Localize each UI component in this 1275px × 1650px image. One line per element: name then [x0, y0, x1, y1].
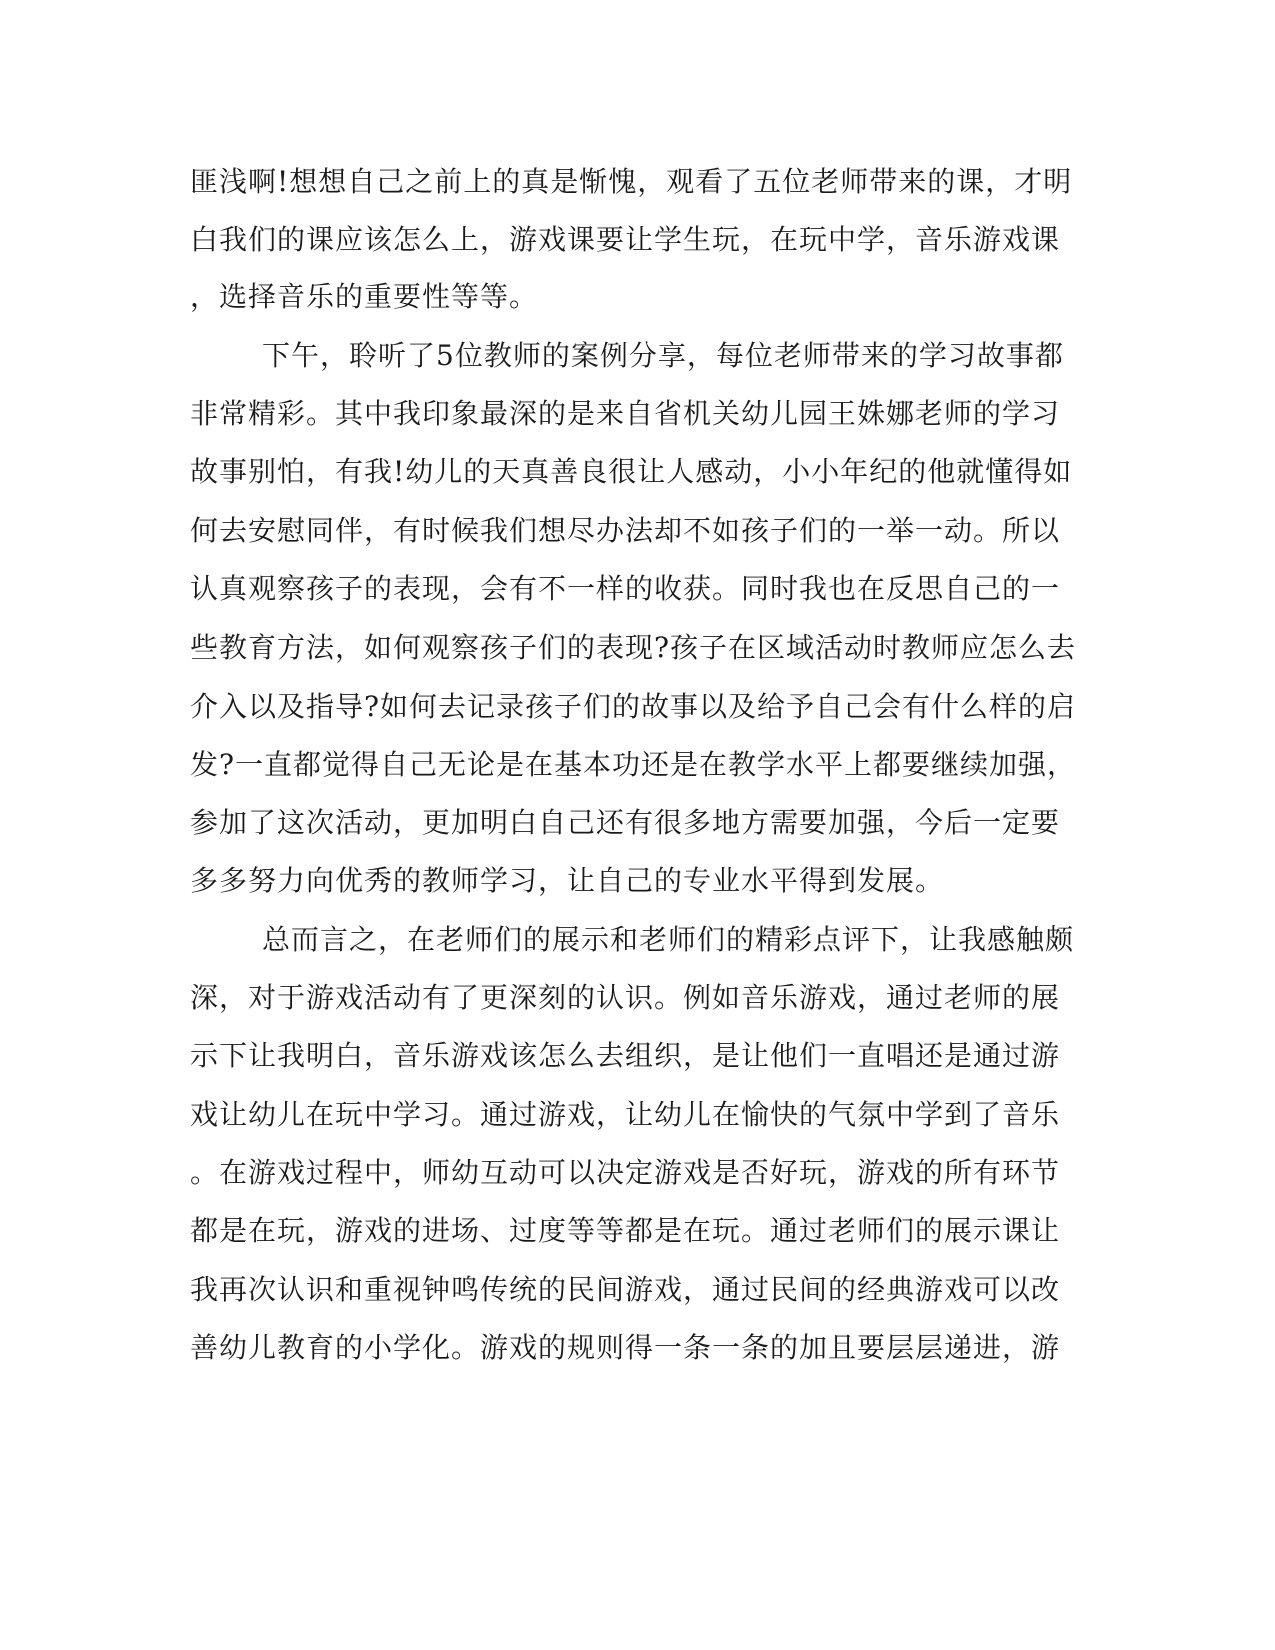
paragraph-line: 下午，聆听了5位教师的案例分享，每位老师带来的学习故事都	[262, 339, 1064, 372]
paragraph-line: 白我们的课应该怎么上，游戏课要让学生玩，在玩中学，音乐游戏课	[190, 223, 1061, 256]
paragraph-line: 总而言之，在老师们的展示和老师们的精彩点评下，让我感触颇	[262, 923, 1075, 956]
paragraph-line: 多多努力向优秀的教师学习，让自己的专业水平得到发展。	[190, 864, 945, 897]
paragraph-line: 发?一直都觉得自己无论是在基本功还是在教学水平上都要继续加强，	[190, 748, 1077, 781]
paragraph-line: 戏让幼儿在玩中学习。通过游戏，让幼儿在愉快的气氛中学到了音乐	[190, 1098, 1061, 1131]
paragraph-line: 示下让我明白，音乐游戏该怎么去组织，是让他们一直唱还是通过游	[190, 1039, 1061, 1072]
paragraph-line: ，选择音乐的重要性等等。	[190, 280, 539, 313]
paragraph-line: 非常精彩。其中我印象最深的是来自省机关幼儿园王姝娜老师的学习	[190, 397, 1061, 430]
paragraph-line: 善幼儿教育的小学化。游戏的规则得一条一条的加且要层层递进，游	[190, 1331, 1061, 1364]
paragraph-line: 故事别怕，有我!幼儿的天真善良很让人感动，小小年纪的他就懂得如	[190, 455, 1073, 488]
paragraph-line: 介入以及指导?如何去记录孩子们的故事以及给予自己会有什么样的启	[190, 690, 1077, 723]
paragraph-line: 我再次认识和重视钟鸣传统的民间游戏，通过民间的经典游戏可以改	[190, 1273, 1061, 1306]
paragraph-line: 认真观察孩子的表现，会有不一样的收获。同时我也在反思自己的一	[190, 572, 1061, 605]
paragraph-line: 都是在玩，游戏的进场、过度等等都是在玩。通过老师们的展示课让	[190, 1214, 1061, 1247]
paragraph-line: 。在游戏过程中，师幼互动可以决定游戏是否好玩，游戏的所有环节	[190, 1156, 1061, 1189]
paragraph-line: 参加了这次活动，更加明白自己还有很多地方需要加强，今后一定要	[190, 806, 1061, 839]
paragraph-line: 匪浅啊!想想自己之前上的真是惭愧，观看了五位老师带来的课，才明	[190, 165, 1073, 198]
paragraph-line: 何去安慰同伴，有时候我们想尽办法却不如孩子们的一举一动。所以	[190, 514, 1061, 547]
paragraph-line: 深，对于游戏活动有了更深刻的认识。例如音乐游戏，通过老师的展	[190, 981, 1061, 1014]
paragraph-line: 些教育方法，如何观察孩子们的表现?孩子在区域活动时教师应怎么去	[190, 631, 1077, 664]
